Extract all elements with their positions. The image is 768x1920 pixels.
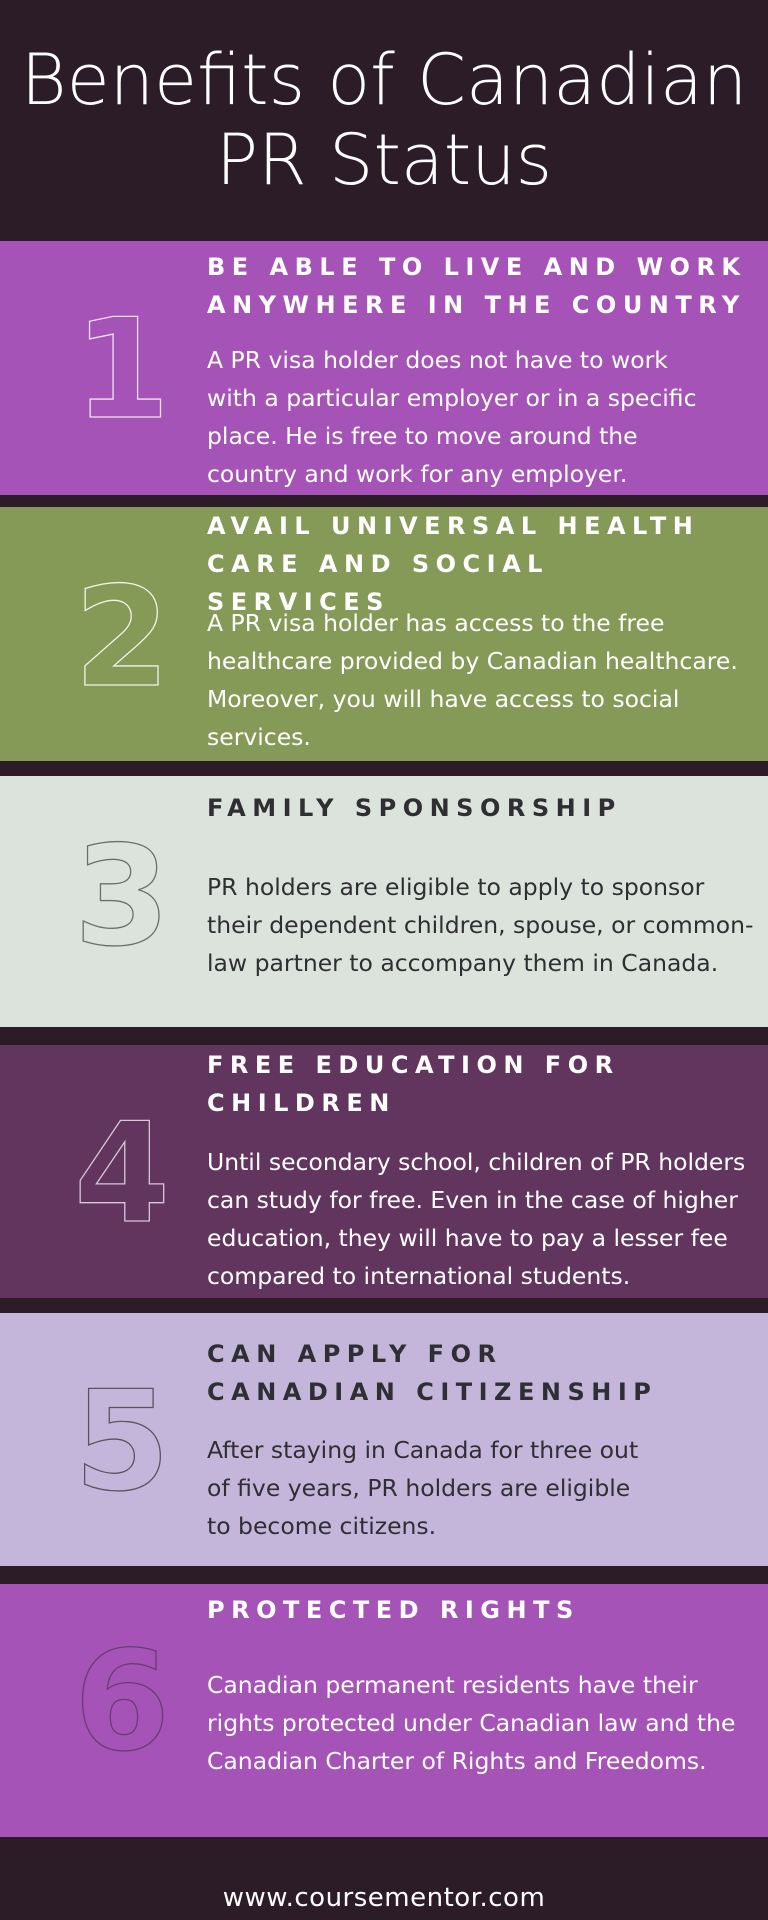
benefit-section-3 — [0, 776, 768, 1027]
benefit-section-5 — [0, 1313, 768, 1566]
benefit-description: A PR visa holder has access to the free healthcare provided by Canadian healthcare. Moreover, you will have access to social services. — [207, 609, 738, 751]
benefit-heading: FAMILY SPONSORSHIP — [207, 794, 622, 822]
benefit-heading: CAN APPLY FOR CANADIAN CITIZENSHIP — [207, 1340, 658, 1406]
benefit-section-4 — [0, 1045, 768, 1298]
benefit-heading: FREE EDUCATION FOR CHILDREN — [207, 1051, 620, 1117]
number-4-icon — [56, 1093, 188, 1254]
benefit-heading: PROTECTED RIGHTS — [207, 1596, 580, 1624]
title-line-1: Benefits of Canadian — [20, 39, 748, 121]
number-5-icon — [56, 1361, 188, 1522]
title-line-2: PR Status — [215, 119, 553, 201]
number-6-icon — [56, 1621, 188, 1782]
footer-website-url: www.coursementor.com — [222, 1883, 546, 1913]
benefit-section-2 — [0, 507, 768, 761]
benefit-description: Until secondary school, children of PR holders can study for free. Even in the case of higher education, they will have to pay a lesser fee compared to international students. — [207, 1148, 746, 1290]
page-title — [0, 40, 768, 200]
benefit-description: After staying in Canada for three out of five years, PR holders are eligible to become citizens. — [207, 1436, 639, 1540]
benefit-description: Canadian permanent residents have their rights protected under Canadian law and the Canadian Charter of Rights and Freedoms. — [207, 1671, 736, 1775]
benefit-heading: AVAIL UNIVERSAL HEALTH CARE AND SOCIAL SERVICES — [207, 512, 700, 616]
benefit-heading: BE ABLE TO LIVE AND WORK ANYWHERE IN THE COUNTRY — [207, 253, 747, 319]
svg-text:5: 5 — [73, 1361, 171, 1522]
benefit-section-6 — [0, 1584, 768, 1837]
svg-text:1: 1 — [73, 289, 171, 450]
number-3-icon — [56, 816, 188, 977]
benefit-description: A PR visa holder does not have to work with a particular employer or in a specific place. He is free to move around the country and work for any employer. — [207, 346, 697, 488]
svg-text:2: 2 — [73, 557, 171, 718]
benefit-description: PR holders are eligible to apply to sponsor their dependent children, spouse, or common-law partner to accompany them in Canada. — [207, 873, 754, 977]
number-2-icon — [56, 557, 188, 718]
svg-text:4: 4 — [73, 1093, 171, 1254]
benefit-section-1 — [0, 241, 768, 495]
svg-text:3: 3 — [73, 816, 171, 977]
number-1-icon — [56, 289, 188, 450]
svg-text:6: 6 — [73, 1621, 171, 1782]
